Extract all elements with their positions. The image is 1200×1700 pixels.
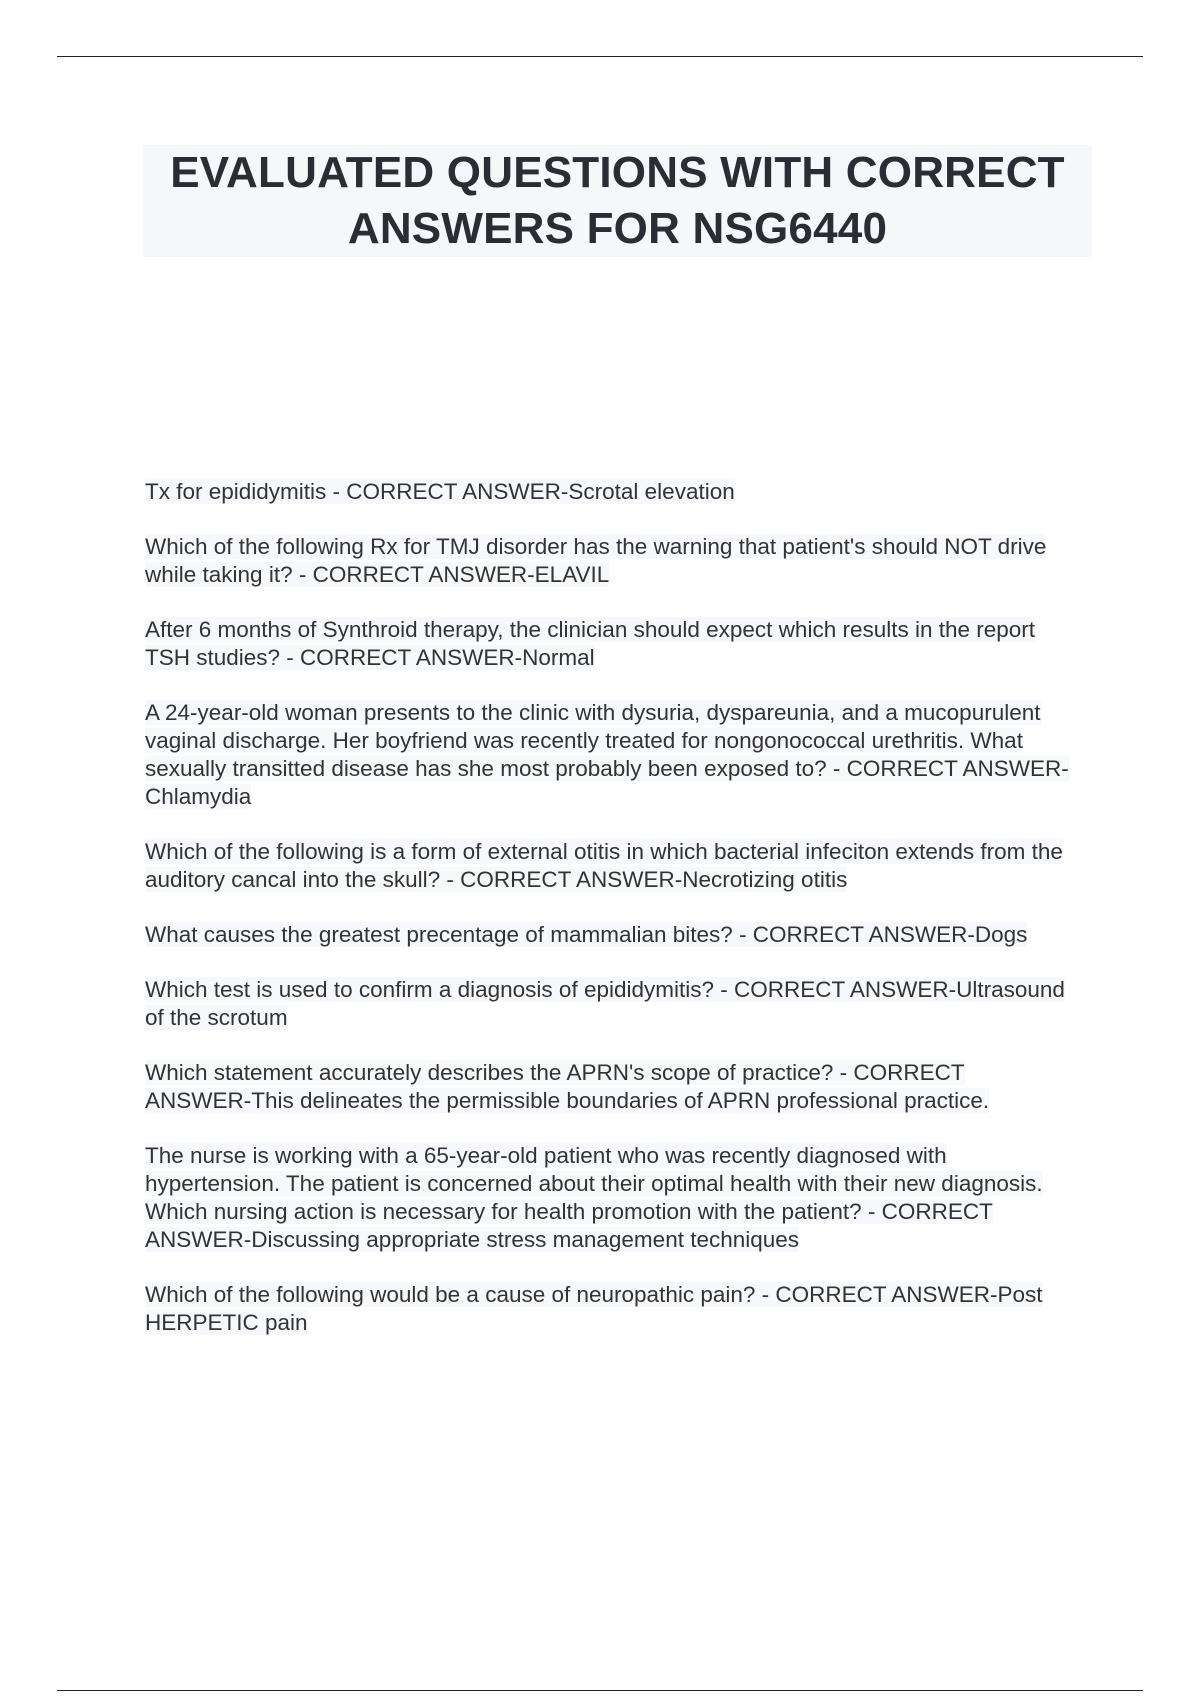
qa-item: [145, 1059, 1075, 1115]
qa-item: [145, 1142, 1075, 1254]
title-banner: [143, 145, 1092, 257]
qa-text: Tx for epididymitis - CORRECT ANSWER-Scrotal elevation: [145, 479, 735, 504]
document-title: EVALUATED QUESTIONS WITH CORRECT ANSWERS FOR NSG6440: [170, 148, 1065, 253]
qa-list: [145, 478, 1075, 1364]
qa-item: [145, 838, 1075, 894]
qa-text: After 6 months of Synthroid therapy, the clinician should expect which results in the report TSH studies? - CORRECT ANSWER-Normal: [145, 617, 1036, 670]
qa-text: Which of the following Rx for TMJ disorder has the warning that patient's should NOT drive while taking it? - CORRECT ANSWER-ELAVIL: [145, 534, 1047, 587]
qa-item: [145, 478, 1075, 506]
qa-text: Which of the following is a form of external otitis in which bacterial infeciton extends from the auditory cancal into the skull? - CORRECT ANSWER-Necrotizing otitis: [145, 839, 1063, 892]
qa-item: [145, 1281, 1075, 1337]
qa-text: What causes the greatest precentage of mammalian bites? - CORRECT ANSWER-Dogs: [145, 922, 1028, 947]
qa-text: Which test is used to confirm a diagnosis of epididymitis? - CORRECT ANSWER-Ultrasound of the scrotum: [145, 977, 1065, 1030]
qa-text: The nurse is working with a 65-year-old patient who was recently diagnosed with hypertension. The patient is concerned about their optimal health with their new diagnosis. Which nursing action is necessary for health promotion with the patient? - CORRECT ANSWER-Discussing appropriate stress management techniques: [145, 1143, 1043, 1252]
qa-text: Which statement accurately describes the APRN's scope of practice? - CORRECT ANSWER-This delineates the permissible boundaries of APRN professional practice.: [145, 1060, 990, 1113]
qa-item: [145, 533, 1075, 589]
top-rule: [57, 56, 1143, 57]
qa-item: [145, 921, 1075, 949]
qa-text: Which of the following would be a cause of neuropathic pain? - CORRECT ANSWER-Post HERPETIC pain: [145, 1282, 1043, 1335]
qa-item: [145, 616, 1075, 672]
qa-text: A 24-year-old woman presents to the clinic with dysuria, dyspareunia, and a mucopurulent vaginal discharge. Her boyfriend was recently treated for nongonococcal urethritis. What sexually transitted disease has she most probably been exposed to? - CORRECT ANSWER-Chlamydia: [145, 700, 1069, 809]
qa-item: [145, 976, 1075, 1032]
bottom-rule: [57, 1690, 1143, 1691]
qa-item: [145, 699, 1075, 811]
